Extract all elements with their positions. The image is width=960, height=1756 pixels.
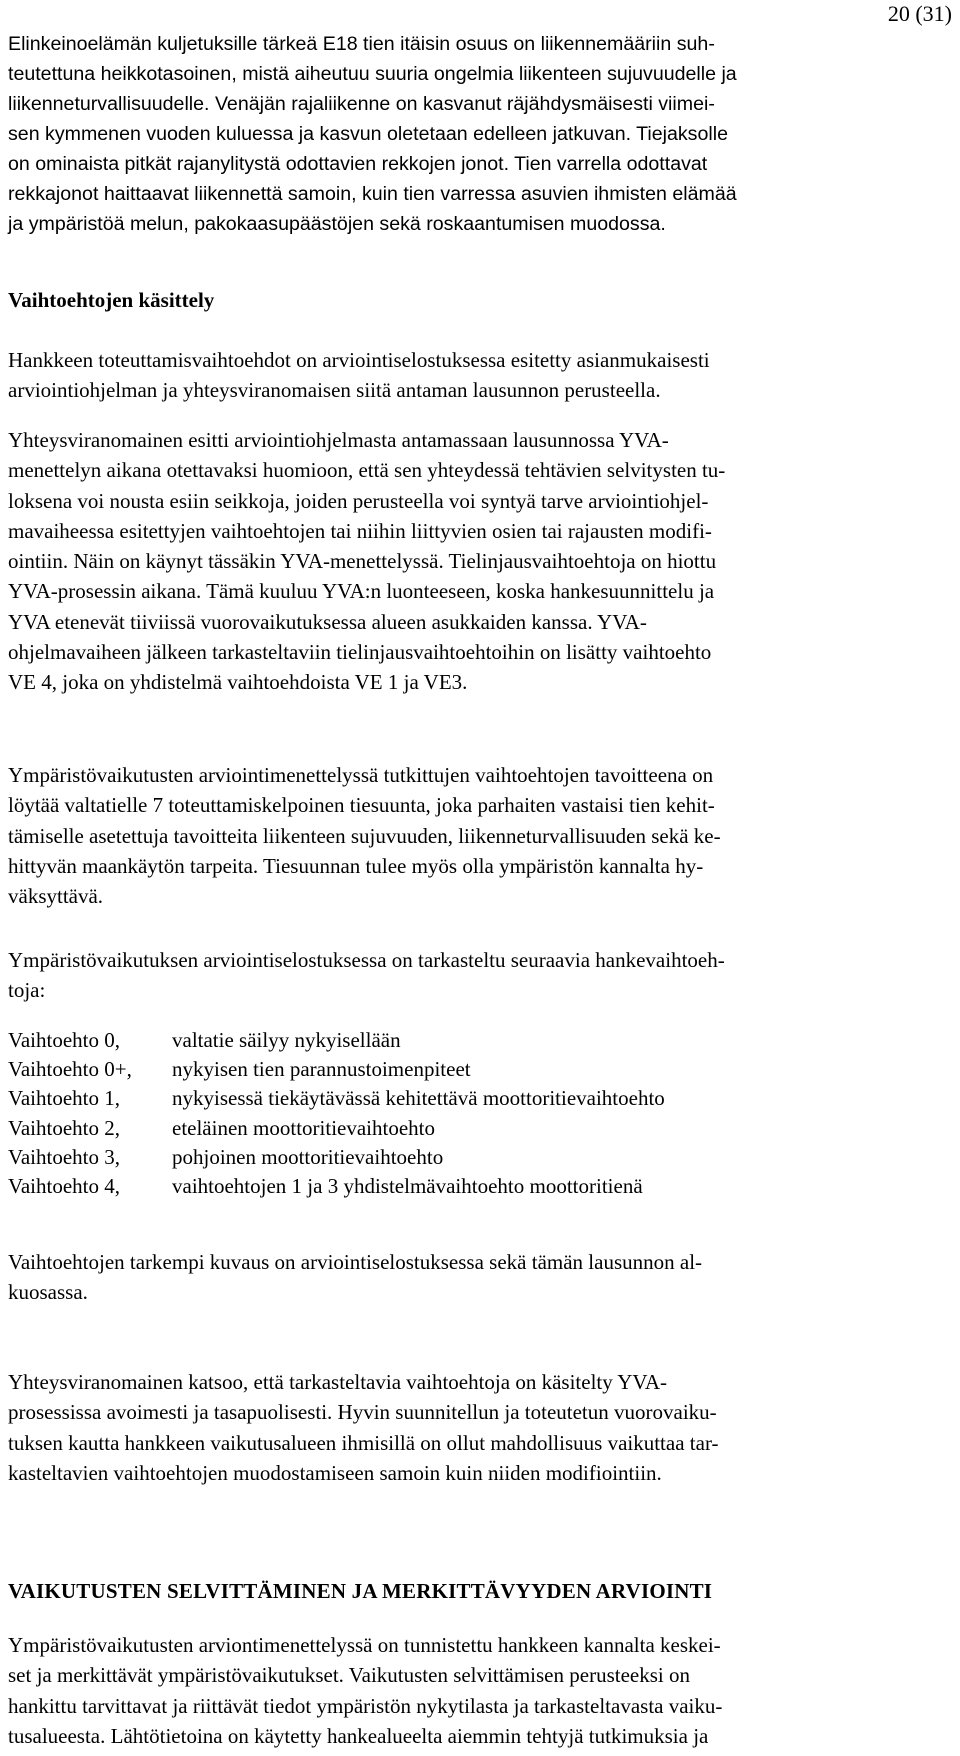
list-item [8, 1114, 665, 1143]
text-line: on ominaista pitkät rajanylitystä odottavien rekkojen jonot. Tien varrella odottavat [8, 153, 708, 175]
text-line: rekkajonot haittaavat liikennettä samoin, kuin tien varressa asuvien ihmisten elämää [8, 183, 737, 205]
text-line: löytää valtatielle 7 toteuttamiskelpoinen tiesuunta, joka parhaiten vastaisi tien kehit- [8, 793, 715, 818]
text-line: Ympäristövaikutusten arviontimenettelyssä on tunnistettu hankkeen kannalta keskei- [8, 1633, 721, 1657]
alternative-name: Vaihtoehto 4, [8, 1174, 120, 1199]
text-line: tämiselle asetettuja tavoitteita liikenteen sujuvuuden, liikenneturvallisuuden sekä ke- [8, 823, 721, 848]
paragraph-options-intro [8, 945, 725, 1006]
text-line: tuksen kautta hankkeen vaikutusalueen ihmisillä on ollut mahdollisuus vaikuttaa tar- [8, 1430, 719, 1455]
alternative-description: pohjoinen moottoritievaihtoehto [172, 1144, 444, 1169]
text-line: kuosassa. [8, 1280, 88, 1305]
alternative-name: Vaihtoehto 0, [8, 1028, 120, 1052]
alternative-description: nykyisessä tiekäytävässä kehitettävä moottoritievaihtoehto [172, 1086, 665, 1111]
text-line: Ympäristövaikutuksen arviointiselostuksessa on tarkasteltu seuraavia hankevaihtoeh- [8, 948, 725, 972]
paragraph-alternatives-presented [8, 345, 710, 406]
text-line: set ja merkittävät ympäristövaikutukset. Vaikutusten selvittämisen perusteeksi on [8, 1663, 690, 1688]
text-line: YVA etenevät tiiviissä vuorovaikutuksessa alueen asukkaiden kanssa. YVA- [8, 609, 647, 634]
text-line: loksena voi nousta esiin seikkoja, joiden perusteella voi syntyä tarve arviointiohjel- [8, 488, 709, 513]
list-item [8, 1055, 665, 1084]
list-item [8, 1172, 665, 1201]
text-line: Ympäristövaikutusten arviointimenettelyssä tutkittujen vaihtoehtojen tavoitteena on [8, 763, 714, 787]
text-line: YVA-prosessin aikana. Tämä kuuluu YVA:n luonteeseen, koska hankesuunnittelu ja [8, 579, 715, 604]
text-line: kasteltavien vaihtoehtojen muodostamiseen samoin kuin niiden modifiointiin. [8, 1460, 662, 1485]
text-line: ohjelmavaiheen jälkeen tarkasteltaviin tielinjausvaihtoehtoihin on lisätty vaihtoehto [8, 640, 712, 665]
text-line: liikenneturvallisuudelle. Venäjän rajaliikenne on kasvanut räjähdysmäisesti viimei- [8, 93, 715, 115]
text-line: hankittu tarvittavat ja riittävät tiedot ympäristön nykytilasta ja tarkasteltavasta vaiku- [8, 1693, 723, 1718]
intro-paragraph [8, 29, 737, 239]
text-line: toja: [8, 978, 46, 1003]
alternative-name: Vaihtoehto 3, [8, 1144, 120, 1169]
text-line: arviointiohjelman ja yhteysviranomaisen siitä antaman lausunnon perusteella. [8, 378, 661, 403]
paragraph-assessment-goal [8, 760, 721, 911]
paragraph-impacts-identified [8, 1630, 722, 1751]
list-item [8, 1084, 665, 1113]
subheading-alternatives: Vaihtoehtojen käsittely [8, 288, 215, 312]
alternatives-list [8, 1026, 665, 1201]
list-item [8, 1026, 665, 1055]
text-line: tusalueesta. Lähtötietoina on käytetty hankealueelta aiemmin tehtyjä tutkimuksia ja [8, 1723, 709, 1748]
text-line: Hankkeen toteuttamisvaihtoehdot on arviointiselostuksessa esitetty asianmukaisesti [8, 348, 710, 372]
text-line: teutettuna heikkotasoinen, mistä aiheutuu suuria ongelmia liikenteen sujuvuudelle ja [8, 63, 737, 85]
paragraph-detailed-description [8, 1247, 702, 1308]
alternative-description: valtatie säilyy nykyisellään [172, 1028, 401, 1052]
text-line: Yhteysviranomainen esitti arviointiohjelmasta antamassaan lausunnossa YVA- [8, 428, 669, 452]
section-heading-impact-assessment: VAIKUTUSTEN SELVITTÄMINEN JA MERKITTÄVYYDEN ARVIOINTI [8, 1579, 713, 1603]
paragraph-authority-assessment [8, 1367, 719, 1488]
alternative-name: Vaihtoehto 1, [8, 1086, 120, 1111]
alternative-description: vaihtoehtojen 1 ja 3 yhdistelmävaihtoehto moottoritienä [172, 1174, 643, 1199]
text-line: prosessissa avoimesti ja tasapuolisesti. Hyvin suunnitellun ja toteutetun vuorovaiku- [8, 1400, 717, 1425]
text-line: sen kymmenen vuoden kuluessa ja kasvun oletetaan edelleen jatkuvan. Tiejaksolle [8, 123, 728, 145]
text-line: menettelyn aikana otettavaksi huomioon, että sen yhteydessä tehtävien selvitysten tu- [8, 458, 726, 483]
alternative-description: eteläinen moottoritievaihtoehto [172, 1115, 436, 1140]
text-line: väksyttävä. [8, 884, 104, 909]
text-line: Vaihtoehtojen tarkempi kuvaus on arviointiselostuksessa sekä tämän lausunnon al- [8, 1250, 703, 1274]
alternative-name: Vaihtoehto 0+, [8, 1057, 132, 1082]
text-line: hittyvän maankäytön tarpeita. Tiesuunnan tulee myös olla ympäristön kannalta hy- [8, 853, 704, 878]
alternative-description: nykyisen tien parannustoimenpiteet [172, 1057, 471, 1082]
text-line: ja ympäristöä melun, pakokaasupäästöjen sekä roskaantumisen muodossa. [8, 213, 666, 235]
paragraph-authority-statement [8, 425, 725, 698]
alternative-name: Vaihtoehto 2, [8, 1115, 120, 1140]
text-line: Yhteysviranomainen katsoo, että tarkasteltavia vaihtoehtoja on käsitelty YVA- [8, 1370, 667, 1394]
text-line: ointiin. Näin on käynyt tässäkin YVA-menettelyssä. Tielinjausvaihtoehtoja on hiottu [8, 549, 717, 574]
text-line: Elinkeinoelämän kuljetuksille tärkeä E18 tien itäisin osuus on liikennemääriin suh- [8, 33, 715, 55]
text-line: mavaiheessa esitettyjen vaihtoehtojen tai niihin liittyvien osien tai rajausten modifi- [8, 518, 712, 543]
text-line: VE 4, joka on yhdistelmä vaihtoehdoista VE 1 ja VE3. [8, 670, 468, 695]
list-item [8, 1143, 665, 1172]
page-number: 20 (31) [887, 1, 952, 26]
